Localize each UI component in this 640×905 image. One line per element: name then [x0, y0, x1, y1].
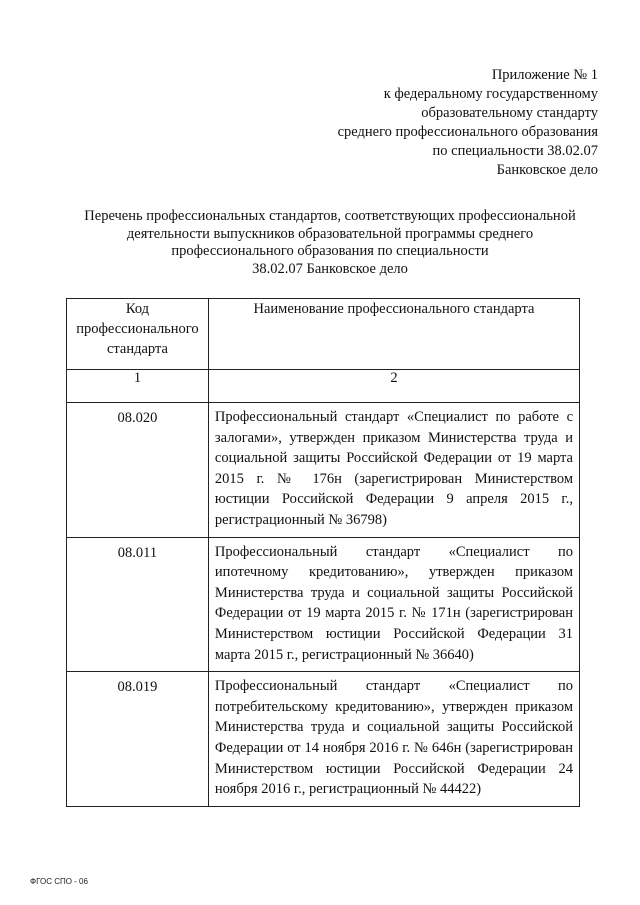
standard-code: 08.020	[67, 403, 209, 538]
column-number: 1	[67, 370, 209, 403]
title-line: профессионального образования по специальности	[171, 243, 489, 259]
appendix-line: к федеральному государственному	[383, 86, 598, 102]
document-title	[40, 208, 620, 278]
standard-name: Профессиональный стандарт «Специалист по работе с залогами», утвержден приказом Министерства труда и социальной защиты Российской Федерации от 19 марта 2015 г. № 176н (зарегистрирован Министерством юстиции Российской Федерации 9 апреля 2015 г., регистрационный № 36798)	[208, 403, 579, 538]
standard-code: 08.011	[67, 537, 209, 672]
table-header-row	[67, 299, 580, 370]
title-line: деятельности выпускников образовательной программы среднего	[126, 225, 534, 242]
appendix-block	[338, 66, 598, 180]
standard-code: 08.019	[67, 672, 209, 807]
standard-name: Профессиональный стандарт «Специалист по потребительскому кредитованию», утвержден приказом Министерства труда и социальной защиты Российской Федерации от 14 ноября 2016 г. № 646н (зарегистрирован Министерством юстиции Российской Федерации 24 ноября 2016 г., регистрационный № 44422)	[208, 672, 579, 807]
footer-label: ФГОС СПО - 06	[30, 877, 88, 886]
title-line: 38.02.07 Банковское дело	[252, 260, 408, 277]
table-row	[67, 403, 580, 538]
appendix-line: Банковское дело	[496, 162, 598, 178]
table-row	[67, 672, 580, 807]
header-name: Наименование профессионального стандарта	[208, 299, 579, 370]
table-row	[67, 537, 580, 672]
standard-name: Профессиональный стандарт «Специалист по ипотечному кредитованию», утвержден приказом Министерства труда и социальной защиты Российской Федерации от 19 марта 2015 г. № 171н (зарегистрирован Министерством юстиции Российской Федерации 31 марта 2015 г., регистрационный № 36640)	[208, 537, 579, 672]
title-line: Перечень профессиональных стандартов, соответствующих профессиональной	[84, 208, 576, 224]
header-code: Код профессионального стандарта	[67, 299, 209, 370]
appendix-line: Приложение № 1	[491, 67, 598, 83]
appendix-line: по специальности 38.02.07	[432, 143, 598, 159]
appendix-line: среднего профессионального образования	[337, 124, 598, 140]
standards-table	[66, 298, 580, 807]
column-number-row	[67, 370, 580, 403]
column-number: 2	[208, 370, 579, 403]
appendix-line: образовательному стандарту	[421, 105, 598, 121]
